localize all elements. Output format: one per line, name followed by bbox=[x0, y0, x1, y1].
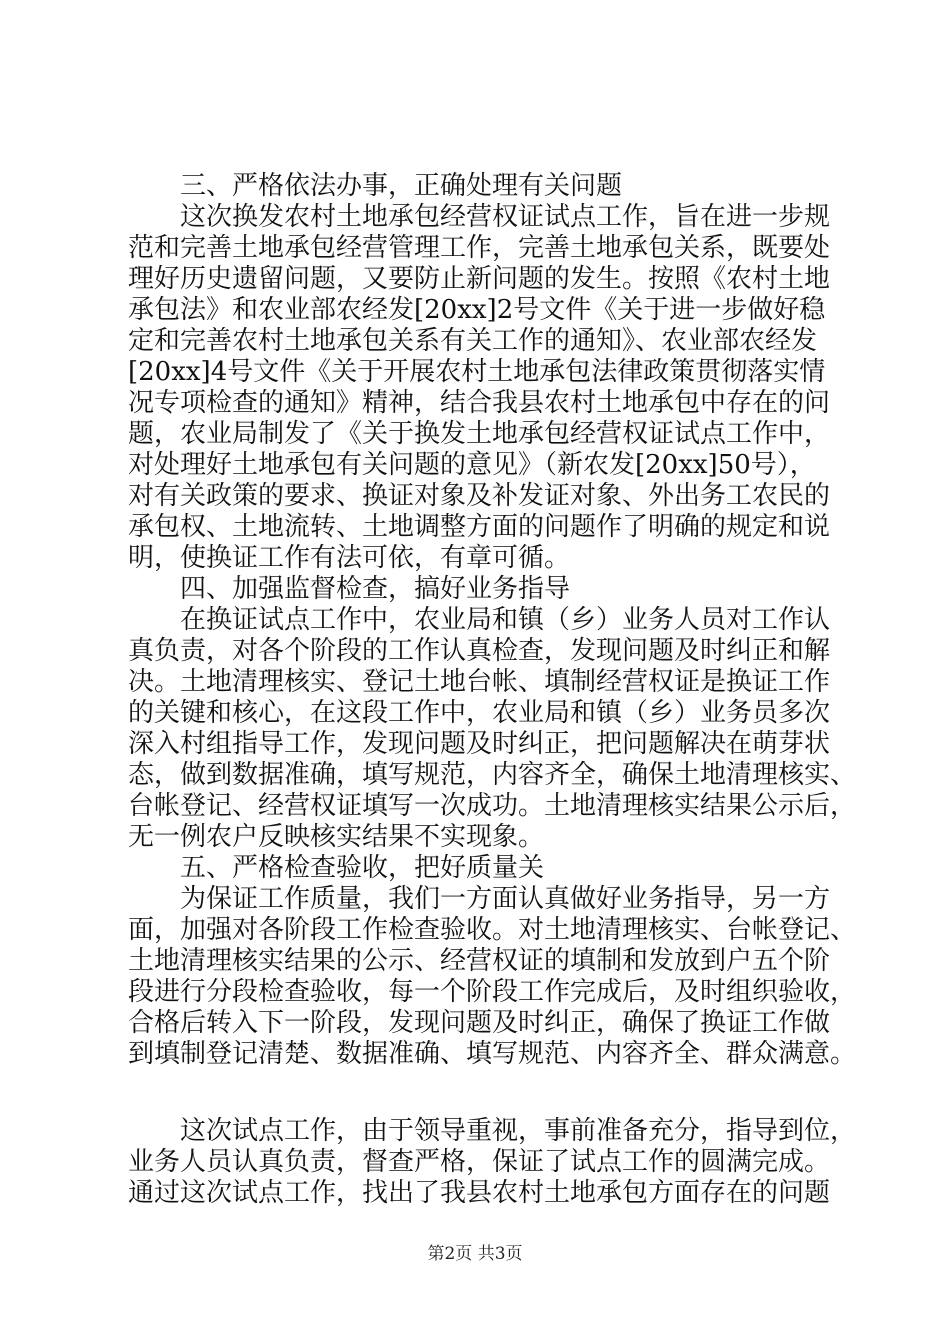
paragraph-line: 的关键和核心，在这段工作中，农业局和镇（乡）业务员多次 bbox=[128, 698, 831, 728]
paragraph-line: 决。土地清理核实、登记土地台帐、填制经营权证是换证工作 bbox=[128, 667, 831, 697]
paragraph-line: 真负责，对各个阶段的工作认真检查，发现问题及时纠正和解 bbox=[128, 636, 831, 666]
paragraph-line: 承包权、土地流转、土地调整方面的问题作了明确的规定和说 bbox=[128, 512, 831, 542]
paragraph-line: 深入村组指导工作，发现问题及时纠正，把问题解决在萌芽状 bbox=[128, 729, 831, 759]
page-number-footer: 第2页 共3页 bbox=[427, 1244, 523, 1264]
paragraph-line: 况专项检查的通知》精神，结合我县农村土地承包中存在的问 bbox=[128, 388, 831, 418]
paragraph-line: 这次试点工作，由于领导重视，事前准备充分，指导到位， bbox=[180, 1116, 857, 1146]
paragraph-line: 对有关政策的要求、换证对象及补发证对象、外出务工农民的 bbox=[128, 481, 831, 511]
paragraph-line: 在换证试点工作中，农业局和镇（乡）业务人员对工作认 bbox=[180, 605, 831, 635]
paragraph-line: 土地清理核实结果的公示、经营权证的填制和发放到户五个阶 bbox=[128, 946, 831, 976]
document-body bbox=[128, 171, 858, 1209]
section-heading-5: 五、严格检查验收，把好质量关 bbox=[180, 853, 545, 883]
paragraph-line: 业务人员认真负责，督查严格，保证了试点工作的圆满完成。 bbox=[128, 1147, 831, 1177]
paragraph-line: [20xx]4号文件《关于开展农村土地承包法律政策贯彻落实情 bbox=[128, 357, 826, 387]
paragraph-line: 这次换发农村土地承包经营权证试点工作，旨在进一步规 bbox=[180, 202, 831, 232]
paragraph-line: 无一例农户反映核实结果不实现象。 bbox=[128, 822, 545, 852]
paragraph-line: 合格后转入下一阶段，发现问题及时纠正，确保了换证工作做 bbox=[128, 1008, 831, 1038]
paragraph-line: 台帐登记、经营权证填写一次成功。土地清理核实结果公示后， bbox=[128, 791, 857, 821]
paragraph-line: 为保证工作质量，我们一方面认真做好业务指导，另一方 bbox=[180, 884, 831, 914]
section-heading-3: 三、严格依法办事，正确处理有关问题 bbox=[180, 171, 623, 201]
section-heading-4: 四、加强监督检查，搞好业务指导 bbox=[180, 574, 571, 604]
paragraph-line: 段进行分段检查验收，每一个阶段工作完成后，及时组织验收， bbox=[128, 977, 857, 1007]
paragraph-line: 明，使换证工作有法可依，有章可循。 bbox=[128, 543, 571, 573]
paragraph-line: 对处理好土地承包有关问题的意见》（新农发[20xx]50号）， bbox=[128, 450, 816, 480]
paragraph-line: 通过这次试点工作，找出了我县农村土地承包方面存在的问题 bbox=[128, 1178, 831, 1208]
paragraph-line: 题，农业局制发了《关于换发土地承包经营权证试点工作中， bbox=[128, 419, 831, 449]
paragraph-line: 到填制登记清楚、数据准确、填写规范、内容齐全、群众满意。 bbox=[128, 1039, 857, 1069]
paragraph-line: 范和完善土地承包经营管理工作，完善土地承包关系，既要处 bbox=[128, 233, 831, 263]
paragraph-line: 面，加强对各阶段工作检查验收。对土地清理核实、台帐登记、 bbox=[128, 915, 857, 945]
paragraph-gap bbox=[128, 1070, 858, 1116]
paragraph-line: 承包法》和农业部农经发[20xx]2号文件《关于进一步做好稳 bbox=[128, 295, 826, 325]
paragraph-line: 态，做到数据准确，填写规范，内容齐全，确保土地清理核实、 bbox=[128, 760, 857, 790]
paragraph-line: 理好历史遗留问题，又要防止新问题的发生。按照《农村土地 bbox=[128, 264, 831, 294]
paragraph-line: 定和完善农村土地承包关系有关工作的通知》、农业部农经发 bbox=[128, 326, 818, 356]
